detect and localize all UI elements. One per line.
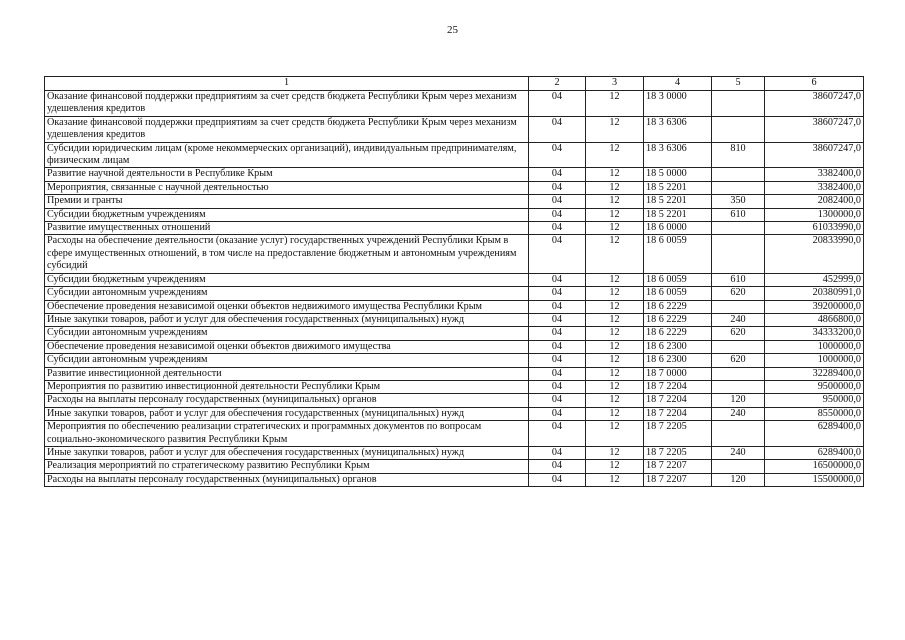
amount: 38607247,0: [765, 116, 864, 142]
subsection-code: 12: [586, 367, 644, 380]
amount: 1300000,0: [765, 208, 864, 221]
col-header-4: 4: [644, 77, 712, 91]
target-article-code: 18 6 0059: [644, 235, 712, 273]
row-description: Субсидии бюджетным учреждениям: [45, 208, 529, 221]
expense-type-code: 240: [712, 407, 765, 420]
section-code: 04: [529, 394, 586, 407]
amount: 3382400,0: [765, 181, 864, 194]
expense-type-code: [712, 367, 765, 380]
section-code: 04: [529, 300, 586, 313]
subsection-code: 12: [586, 354, 644, 367]
row-description: Расходы на обеспечение деятельности (оказание услуг) государственных учреждений Республики Крым в сфере имущественных отношений, в том числе на предоставление бюджетным и автономным учреждениям субсидий: [45, 235, 529, 273]
target-article-code: 18 6 2300: [644, 340, 712, 353]
target-article-code: 18 3 0000: [644, 91, 712, 117]
table-row: [45, 222, 864, 235]
target-article-code: 18 7 2207: [644, 473, 712, 486]
subsection-code: 12: [586, 273, 644, 286]
row-description: Развитие имущественных отношений: [45, 222, 529, 235]
table-header-row: [45, 77, 864, 91]
expense-type-code: 810: [712, 142, 765, 168]
target-article-code: 18 5 2201: [644, 208, 712, 221]
amount: 9500000,0: [765, 380, 864, 393]
expense-type-code: 620: [712, 287, 765, 300]
section-code: 04: [529, 235, 586, 273]
subsection-code: 12: [586, 421, 644, 447]
section-code: 04: [529, 313, 586, 326]
expense-type-code: 240: [712, 313, 765, 326]
amount: 6289400,0: [765, 446, 864, 459]
subsection-code: 12: [586, 235, 644, 273]
target-article-code: 18 7 0000: [644, 367, 712, 380]
expense-type-code: [712, 460, 765, 473]
amount: 1000000,0: [765, 354, 864, 367]
amount: 34333200,0: [765, 327, 864, 340]
subsection-code: 12: [586, 195, 644, 208]
target-article-code: 18 3 6306: [644, 142, 712, 168]
table-row: [45, 407, 864, 420]
amount: 38607247,0: [765, 142, 864, 168]
amount: 6289400,0: [765, 421, 864, 447]
expense-type-code: [712, 300, 765, 313]
section-code: 04: [529, 327, 586, 340]
target-article-code: 18 5 0000: [644, 168, 712, 181]
row-description: Премии и гранты: [45, 195, 529, 208]
table-row: [45, 327, 864, 340]
table-row: [45, 473, 864, 486]
row-description: Оказание финансовой поддержки предприятиям за счет средств бюджета Республики Крым через механизм удешевления кредитов: [45, 116, 529, 142]
amount: 20380991,0: [765, 287, 864, 300]
row-description: Иные закупки товаров, работ и услуг для обеспечения государственных (муниципальных) нужд: [45, 407, 529, 420]
row-description: Субсидии бюджетным учреждениям: [45, 273, 529, 286]
amount: 16500000,0: [765, 460, 864, 473]
col-header-2: 2: [529, 77, 586, 91]
subsection-code: 12: [586, 287, 644, 300]
section-code: 04: [529, 142, 586, 168]
amount: 2082400,0: [765, 195, 864, 208]
expense-type-code: [712, 421, 765, 447]
amount: 1000000,0: [765, 340, 864, 353]
expense-type-code: [712, 222, 765, 235]
subsection-code: 12: [586, 208, 644, 221]
col-header-5: 5: [712, 77, 765, 91]
table-row: [45, 116, 864, 142]
subsection-code: 12: [586, 222, 644, 235]
section-code: 04: [529, 407, 586, 420]
section-code: 04: [529, 473, 586, 486]
expense-type-code: [712, 91, 765, 117]
section-code: 04: [529, 208, 586, 221]
budget-table: [44, 76, 864, 487]
target-article-code: 18 3 6306: [644, 116, 712, 142]
table-row: [45, 273, 864, 286]
subsection-code: 12: [586, 313, 644, 326]
section-code: 04: [529, 367, 586, 380]
row-description: Иные закупки товаров, работ и услуг для обеспечения государственных (муниципальных) нужд: [45, 313, 529, 326]
table-row: [45, 421, 864, 447]
expense-type-code: 120: [712, 394, 765, 407]
section-code: 04: [529, 380, 586, 393]
section-code: 04: [529, 168, 586, 181]
section-code: 04: [529, 195, 586, 208]
page-number: 25: [447, 24, 458, 36]
row-description: Расходы на выплаты персоналу государственных (муниципальных) органов: [45, 473, 529, 486]
table-row: [45, 287, 864, 300]
table-row: [45, 208, 864, 221]
subsection-code: 12: [586, 181, 644, 194]
target-article-code: 18 7 2205: [644, 446, 712, 459]
expense-type-code: 350: [712, 195, 765, 208]
section-code: 04: [529, 273, 586, 286]
subsection-code: 12: [586, 91, 644, 117]
subsection-code: 12: [586, 380, 644, 393]
row-description: Оказание финансовой поддержки предприятиям за счет средств бюджета Республики Крым через механизм удешевления кредитов: [45, 91, 529, 117]
table-row: [45, 235, 864, 273]
table-row: [45, 91, 864, 117]
row-description: Субсидии автономным учреждениям: [45, 287, 529, 300]
table-row: [45, 300, 864, 313]
subsection-code: 12: [586, 168, 644, 181]
amount: 32289400,0: [765, 367, 864, 380]
expense-type-code: 620: [712, 327, 765, 340]
table-row: [45, 168, 864, 181]
expense-type-code: [712, 340, 765, 353]
amount: 4866800,0: [765, 313, 864, 326]
section-code: 04: [529, 421, 586, 447]
section-code: 04: [529, 340, 586, 353]
target-article-code: 18 6 0000: [644, 222, 712, 235]
expense-type-code: [712, 168, 765, 181]
table-row: [45, 354, 864, 367]
row-description: Развитие инвестиционной деятельности: [45, 367, 529, 380]
row-description: Развитие научной деятельности в Республике Крым: [45, 168, 529, 181]
table-row: [45, 313, 864, 326]
target-article-code: 18 6 2300: [644, 354, 712, 367]
expense-type-code: 610: [712, 273, 765, 286]
expense-type-code: [712, 380, 765, 393]
amount: 15500000,0: [765, 473, 864, 486]
expense-type-code: 120: [712, 473, 765, 486]
row-description: Мероприятия по обеспечению реализации стратегических и программных документов по вопросам социально-экономического развития Республики Крым: [45, 421, 529, 447]
subsection-code: 12: [586, 460, 644, 473]
table-row: [45, 380, 864, 393]
table-row: [45, 460, 864, 473]
row-description: Субсидии автономным учреждениям: [45, 354, 529, 367]
target-article-code: 18 6 2229: [644, 300, 712, 313]
expense-type-code: 620: [712, 354, 765, 367]
subsection-code: 12: [586, 340, 644, 353]
subsection-code: 12: [586, 446, 644, 459]
amount: 20833990,0: [765, 235, 864, 273]
table-row: [45, 142, 864, 168]
subsection-code: 12: [586, 142, 644, 168]
section-code: 04: [529, 446, 586, 459]
section-code: 04: [529, 222, 586, 235]
row-description: Иные закупки товаров, работ и услуг для обеспечения государственных (муниципальных) нужд: [45, 446, 529, 459]
target-article-code: 18 7 2207: [644, 460, 712, 473]
amount: 452999,0: [765, 273, 864, 286]
amount: 61033990,0: [765, 222, 864, 235]
subsection-code: 12: [586, 407, 644, 420]
expense-type-code: [712, 235, 765, 273]
amount: 3382400,0: [765, 168, 864, 181]
section-code: 04: [529, 460, 586, 473]
expense-type-code: 240: [712, 446, 765, 459]
amount: 950000,0: [765, 394, 864, 407]
row-description: Мероприятия, связанные с научной деятельностью: [45, 181, 529, 194]
subsection-code: 12: [586, 327, 644, 340]
subsection-code: 12: [586, 473, 644, 486]
table-row: [45, 446, 864, 459]
target-article-code: 18 6 0059: [644, 287, 712, 300]
col-header-6: 6: [765, 77, 864, 91]
target-article-code: 18 6 0059: [644, 273, 712, 286]
row-description: Субсидии юридическим лицам (кроме некоммерческих организаций), индивидуальным предпринимателям, физическим лицам: [45, 142, 529, 168]
table-row: [45, 195, 864, 208]
target-article-code: 18 5 2201: [644, 181, 712, 194]
target-article-code: 18 7 2204: [644, 380, 712, 393]
amount: 38607247,0: [765, 91, 864, 117]
amount: 8550000,0: [765, 407, 864, 420]
table-row: [45, 367, 864, 380]
target-article-code: 18 7 2205: [644, 421, 712, 447]
section-code: 04: [529, 116, 586, 142]
row-description: Мероприятия по развитию инвестиционной деятельности Республики Крым: [45, 380, 529, 393]
subsection-code: 12: [586, 116, 644, 142]
col-header-1: 1: [45, 77, 529, 91]
row-description: Субсидии автономным учреждениям: [45, 327, 529, 340]
row-description: Обеспечение проведения независимой оценки объектов недвижимого имущества Республики Крым: [45, 300, 529, 313]
section-code: 04: [529, 91, 586, 117]
table-row: [45, 394, 864, 407]
row-description: Реализация мероприятий по стратегическому развитию Республики Крым: [45, 460, 529, 473]
table-row: [45, 340, 864, 353]
section-code: 04: [529, 181, 586, 194]
section-code: 04: [529, 354, 586, 367]
row-description: Обеспечение проведения независимой оценки объектов движимого имущества: [45, 340, 529, 353]
table-row: [45, 181, 864, 194]
subsection-code: 12: [586, 300, 644, 313]
subsection-code: 12: [586, 394, 644, 407]
section-code: 04: [529, 287, 586, 300]
target-article-code: 18 7 2204: [644, 407, 712, 420]
expense-type-code: 610: [712, 208, 765, 221]
target-article-code: 18 6 2229: [644, 327, 712, 340]
amount: 39200000,0: [765, 300, 864, 313]
target-article-code: 18 6 2229: [644, 313, 712, 326]
expense-type-code: [712, 116, 765, 142]
target-article-code: 18 5 2201: [644, 195, 712, 208]
row-description: Расходы на выплаты персоналу государственных (муниципальных) органов: [45, 394, 529, 407]
target-article-code: 18 7 2204: [644, 394, 712, 407]
expense-type-code: [712, 181, 765, 194]
col-header-3: 3: [586, 77, 644, 91]
